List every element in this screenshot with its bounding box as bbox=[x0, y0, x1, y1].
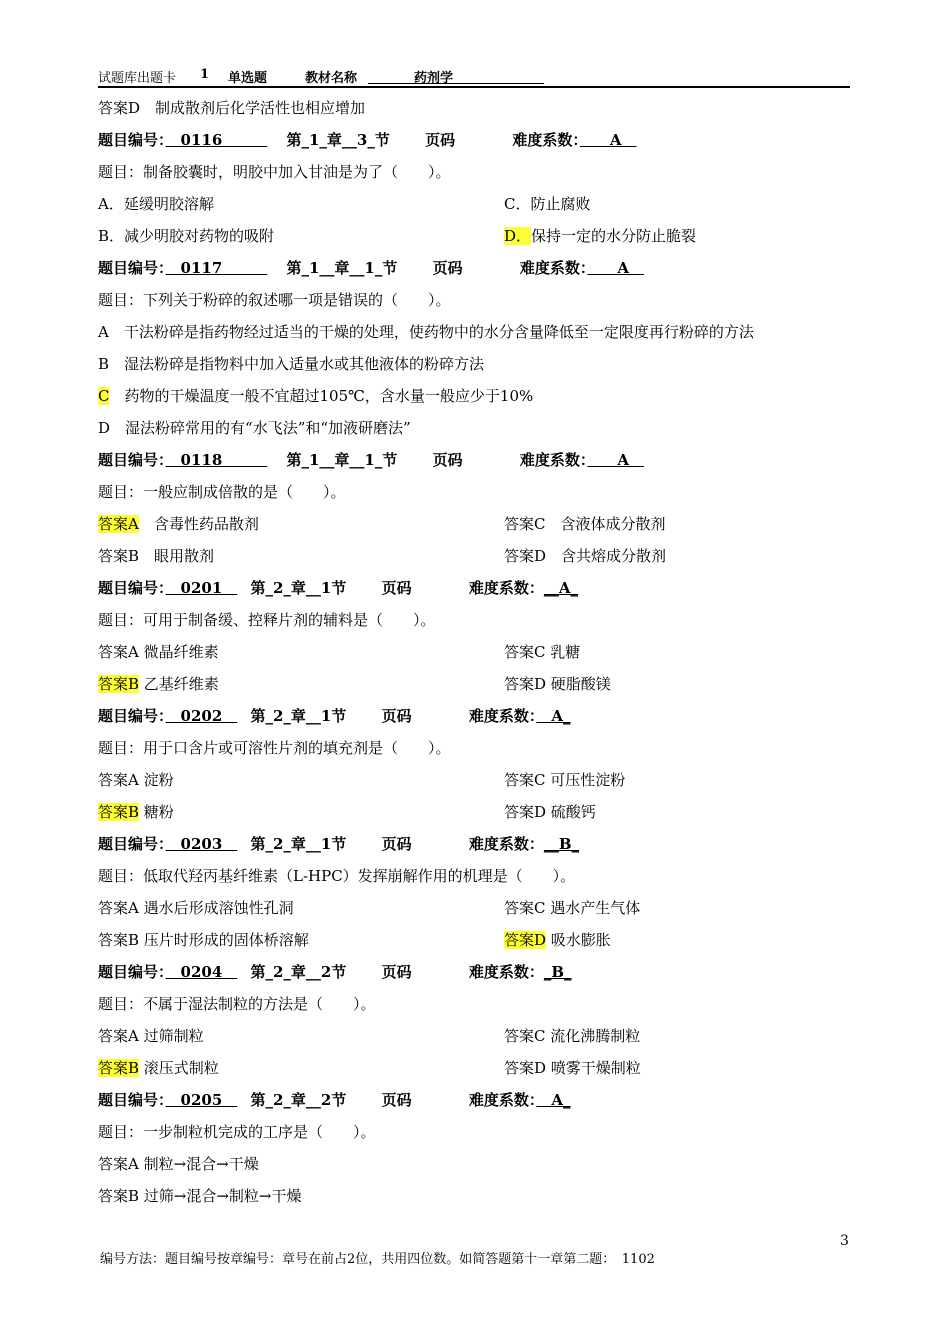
question-header-0116 bbox=[98, 130, 637, 150]
correct-answer-highlight: 答案B bbox=[98, 1059, 140, 1077]
question-text: 题目：制备胶囊时，明胶中加入甘油是为了（ ）。 bbox=[98, 163, 451, 181]
question-header-0205: 题目编号： 0205 第_2_章__2节 页码 难度系数： A_ bbox=[98, 1091, 571, 1109]
option-a: 答案A 过筛制粒 bbox=[98, 1027, 204, 1045]
question-text: 题目：一步制粒机完成的工序是（ ）。 bbox=[98, 1123, 376, 1141]
question-header-0201: 题目编号： 0201 第_2_章__1节 页码 难度系数：__A_ bbox=[98, 579, 579, 597]
correct-answer-highlight: 答案B bbox=[98, 803, 140, 821]
question-text: 题目：低取代羟丙基纤维素（L-HPC）发挥崩解作用的机理是（ ）。 bbox=[98, 867, 576, 885]
chapter-section: 第_1_章__3_节 bbox=[286, 131, 390, 149]
question-header-0118: 题目编号： 0118 第_1__章__1_节 页码 难度系数： A bbox=[98, 451, 645, 469]
correct-answer-highlight: 答案A bbox=[98, 515, 139, 533]
question-header-0202: 题目编号： 0202 第_2_章__1节 页码 难度系数： A_ bbox=[98, 707, 571, 725]
question-text: 题目：可用于制备缓、控释片剂的辅料是（ ）。 bbox=[98, 611, 436, 629]
header-textbook-underline bbox=[368, 67, 544, 84]
id-label: 题目编号： bbox=[98, 131, 166, 149]
option-b: 答案B 糖粉 bbox=[98, 803, 174, 821]
page-footer: 编号方法：题目编号按章编号：章号在前占2位，共用四位数。如简答题第十一章第二题： 1102 bbox=[100, 1252, 655, 1267]
difficulty-label: 难度系数： bbox=[512, 131, 580, 149]
option-d: D．保持一定的水分防止脆裂 bbox=[504, 227, 697, 245]
correct-answer-highlight: 答案D bbox=[504, 931, 547, 949]
question-header-0117: 题目编号： 0117 第_1__章__1_节 页码 难度系数： A bbox=[98, 259, 645, 277]
option-c: 答案C 乳糖 bbox=[504, 643, 581, 661]
option-b: B 湿法粉碎是指物料中加入适量水或其他液体的粉碎方法 bbox=[98, 355, 485, 373]
option-d: D 湿法粉碎常用的有“水飞法”和“加液研磨法” bbox=[98, 419, 411, 437]
option-c: 答案C 含液体成分散剂 bbox=[504, 515, 666, 533]
option-c: C 药物的干燥温度一般不宜超过105℃，含水量一般应少于10% bbox=[98, 387, 534, 405]
correct-answer-highlight: C bbox=[98, 387, 110, 405]
header-num: 1 bbox=[200, 67, 210, 82]
option-c: 答案C 遇水产生气体 bbox=[504, 899, 641, 917]
page-number: 3 bbox=[840, 1233, 849, 1249]
option-a: 答案A 淀粉 bbox=[98, 771, 174, 789]
option-b: 答案B 乙基纤维素 bbox=[98, 675, 219, 693]
answer-line: 答案D 制成散剂后化学活性也相应增加 bbox=[98, 99, 366, 117]
option-a: A．延缓明胶溶解 bbox=[98, 195, 214, 213]
header-textbook-value: 药剂学 bbox=[414, 71, 454, 86]
option-b: 答案B 滚压式制粒 bbox=[98, 1059, 219, 1077]
option-d: 答案D 硫酸钙 bbox=[504, 803, 596, 821]
header-card: 试题库出题卡 bbox=[98, 71, 177, 86]
option-b: 答案B 眼用散剂 bbox=[98, 547, 215, 565]
question-text: 题目：不属于湿法制粒的方法是（ ）。 bbox=[98, 995, 376, 1013]
page-label: 页码 bbox=[425, 131, 456, 149]
question-text: 题目：下列关于粉碎的叙述哪一项是错误的（ ）。 bbox=[98, 291, 451, 309]
correct-answer-highlight: D． bbox=[504, 227, 532, 245]
option-a: 答案A 制粒→混合→干燥 bbox=[98, 1155, 259, 1173]
option-b: B．减少明胶对药物的吸附 bbox=[98, 227, 275, 245]
option-a: 答案A 含毒性药品散剂 bbox=[98, 515, 259, 533]
option-c: C．防止腐败 bbox=[504, 195, 591, 213]
option-a: 答案A 遇水后形成溶蚀性孔洞 bbox=[98, 899, 294, 917]
option-a: A 干法粉碎是指药物经过适当的干燥的处理，使药物中的水分含量降低至一定限度再行粉碎的方法 bbox=[98, 323, 754, 341]
option-c: 答案C 可压性淀粉 bbox=[504, 771, 626, 789]
option-a: 答案A 微晶纤维素 bbox=[98, 643, 219, 661]
difficulty-value: A bbox=[579, 131, 637, 149]
question-text: 题目：用于口含片或可溶性片剂的填充剂是（ ）。 bbox=[98, 739, 451, 757]
question-header-0203: 题目编号： 0203 第_2_章__1节 页码 难度系数：__B_ bbox=[98, 835, 580, 853]
correct-answer-highlight: 答案B bbox=[98, 675, 140, 693]
question-header-0204: 题目编号： 0204 第_2_章__2节 页码 难度系数：_B_ bbox=[98, 963, 572, 981]
option-d: 答案D 硬脂酸镁 bbox=[504, 675, 611, 693]
option-d: 答案D 喷雾干燥制粒 bbox=[504, 1059, 641, 1077]
page-header bbox=[98, 66, 850, 88]
option-b: 答案B 压片时形成的固体桥溶解 bbox=[98, 931, 309, 949]
option-d: 答案D 吸水膨胀 bbox=[504, 931, 611, 949]
option-b: 答案B 过筛→混合→制粒→干燥 bbox=[98, 1187, 302, 1205]
question-id: 0116 bbox=[165, 131, 268, 149]
question-text: 题目：一般应制成倍散的是（ ）。 bbox=[98, 483, 346, 501]
header-type: 单选题 bbox=[228, 71, 268, 86]
option-c: 答案C 流化沸腾制粒 bbox=[504, 1027, 641, 1045]
header-textbook-label: 教材名称 bbox=[305, 71, 358, 86]
option-d: 答案D 含共熔成分散剂 bbox=[504, 547, 667, 565]
